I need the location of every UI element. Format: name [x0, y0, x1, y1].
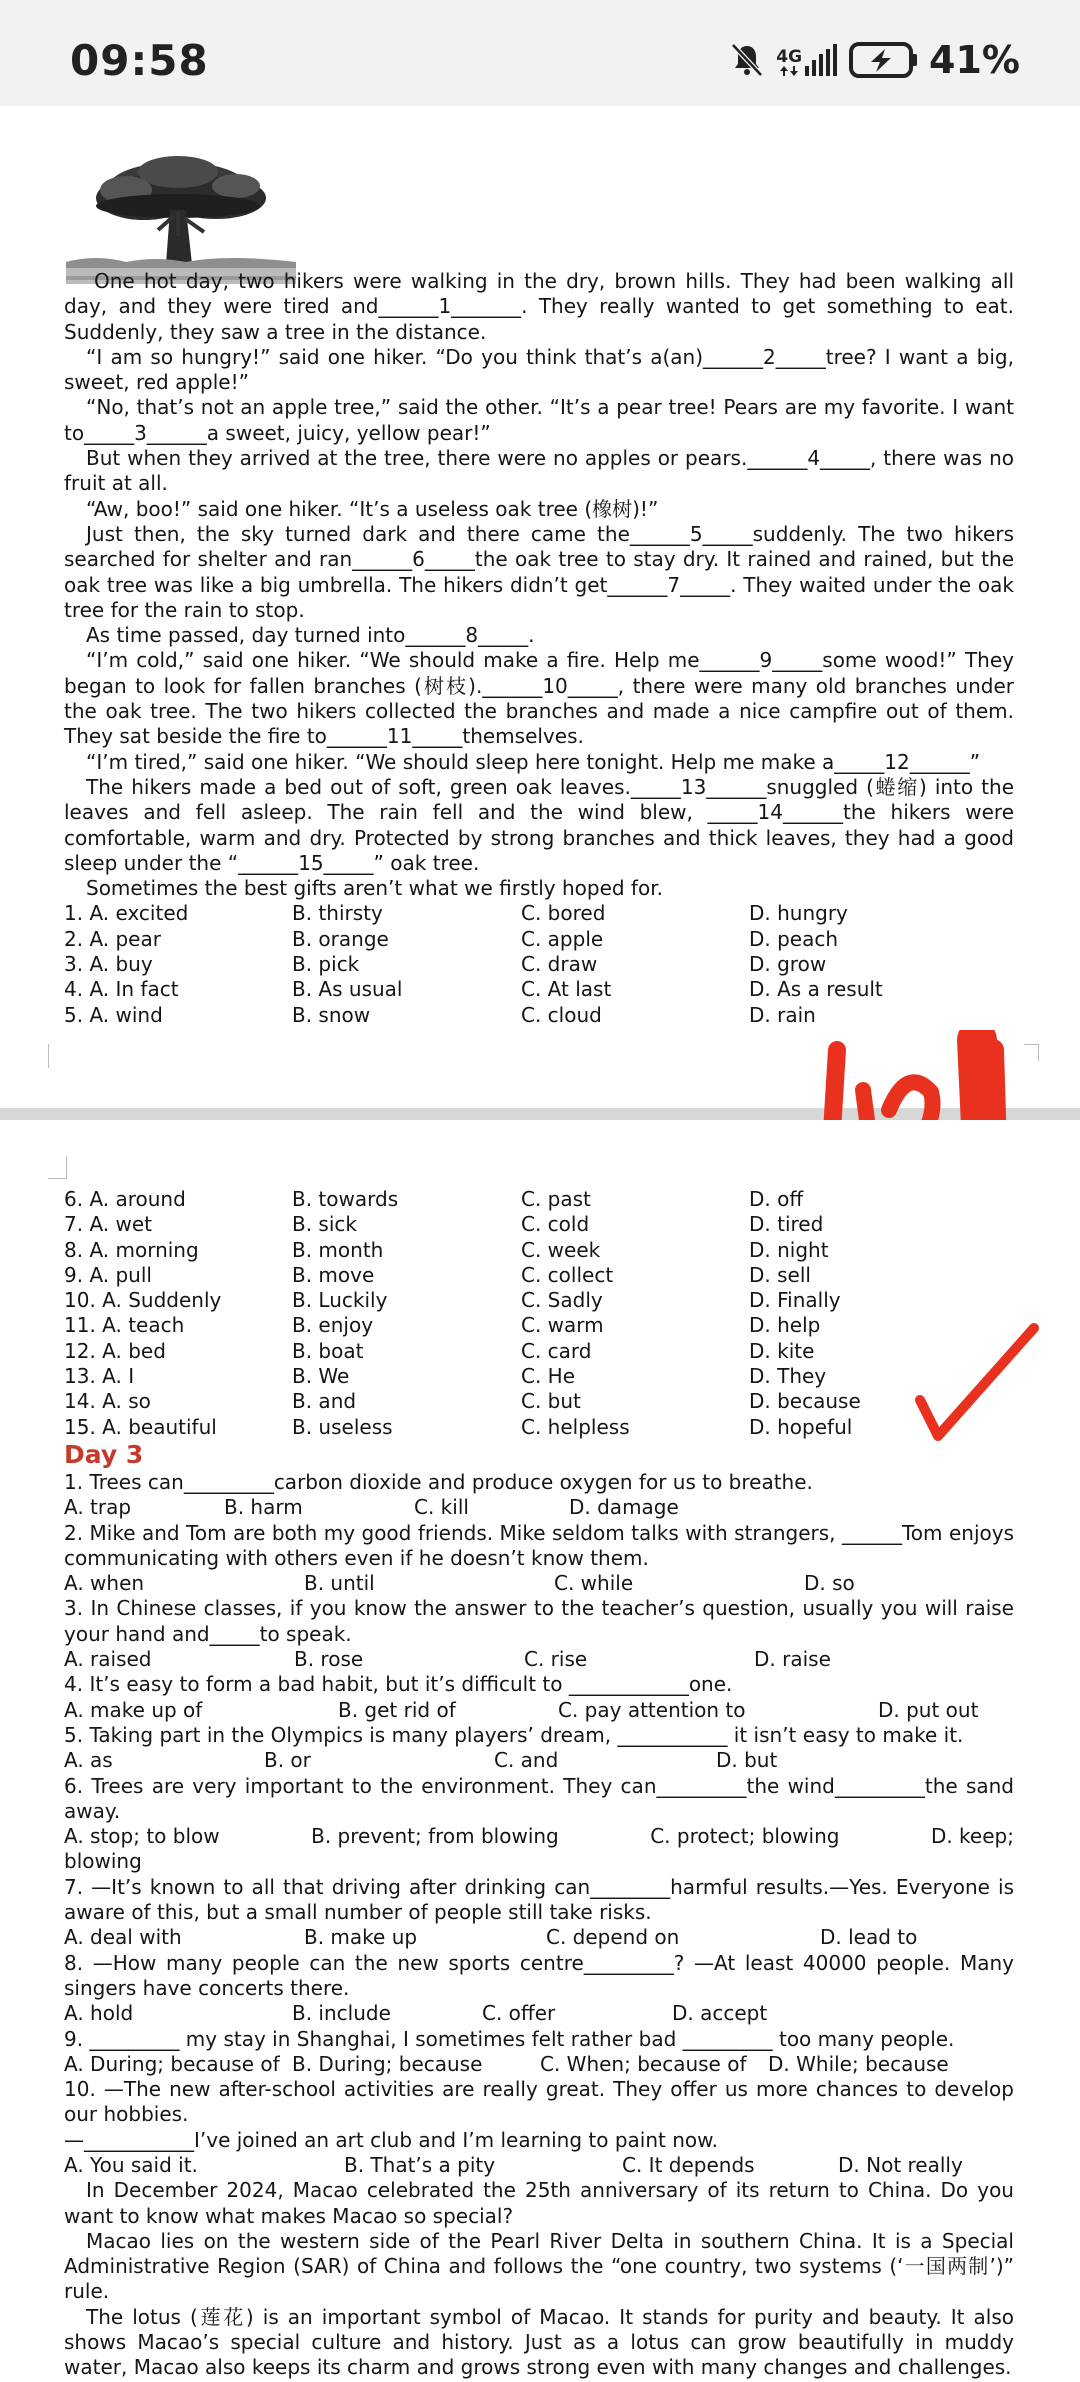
option-row: 15. A. beautiful B. useless C. helpless D. hopeful	[64, 1414, 853, 1439]
signal-bars-icon	[805, 44, 839, 76]
passage-paragraph: One hot day, two hikers were walking in the dry, brown hills. They had been walking all day, and they were tired and______1_______. They really wanted to get something to eat. Suddenly, they saw a tree in the distance.	[64, 269, 1014, 344]
reading-paragraph: In December 2024, Macao celebrated the 25th anniversary of its return to China. Do you want to know what makes Macao so special?	[64, 2178, 1014, 2228]
status-icons	[728, 38, 1020, 82]
document-page-2	[0, 1120, 1080, 2382]
question-text: 4. It’s easy to form a bad habit, but it’s difficult to ____________one.	[64, 1672, 733, 1697]
passage-paragraph: Just then, the sky turned dark and there came the______5_____suddenly. The two hikers searched for shelter and ran______6_____the oak tree to stay dry. It rained and rained, but the oak tree was like a big umbrella. The hikers didn’t get______7_____. They waited under the oak tree for the rain to stop.	[64, 521, 1014, 622]
battery-charging-icon	[849, 41, 919, 79]
status-bar	[0, 0, 1080, 106]
question-text-line2: —___________I’ve joined an art club and I’m learning to paint now.	[64, 2127, 719, 2152]
answer-options: A. raised B. rose C. rise D. raise	[64, 1647, 831, 1672]
question-text: 1. Trees can_________carbon dioxide and produce oxygen for us to breathe.	[64, 1469, 813, 1494]
passage-paragraph: The hikers made a bed out of soft, green oak leaves._____13______snuggled (蜷缩) into the leaves and fell asleep. The rain fell and the wind blew, _____14______the hikers were comfortable, warm and dry. Protected by strong branches and thick leaves, they had a good sleep under the “______15_____” oak tree.	[64, 774, 1014, 875]
option-row: 3. A. buy B. pick C. draw D. grow	[64, 952, 827, 977]
question-text: 7. —It’s known to all that driving after drinking can________harmful results.—Yes. Everyone is aware of this, but a small number of people still take risks.	[64, 1874, 1014, 1925]
passage-paragraph: “I am so hungry!” said one hiker. “Do you think that’s a(an)______2_____tree? I want a big, sweet, red apple!”	[64, 344, 1014, 395]
option-row: 1. A. excited B. thirsty C. bored D. hungry	[64, 901, 848, 926]
answer-options: A. make up of B. get rid of C. pay attention to D. put out	[64, 1697, 979, 1722]
option-row: 14. A. so B. and C. but D. because	[64, 1389, 861, 1414]
signal-indicator	[776, 44, 839, 76]
options-list-2	[64, 1187, 1014, 1440]
option-row: 13. A. I B. We C. He D. They	[64, 1364, 827, 1389]
reading-paragraph: The lotus (莲花) is an important symbol of Macao. It stands for purity and beauty. It also shows Macao’s special culture and history. Just as a lotus can grow beautifully in muddy water, Macao also keeps its charm and grows strong even with many changes and challenges.	[64, 2304, 1014, 2380]
cloze-passage	[64, 269, 1014, 1028]
reading-paragraph: Macao lies on the western side of the Pearl River Delta in southern China. It is a Special Administrative Region (SAR) of China and follows the “one country, two systems (‘一国两制’)” rule.	[64, 2228, 1014, 2304]
option-row: 8. A. morning B. month C. week D. night	[64, 1237, 829, 1262]
answer-options: A. when B. until C. while D. so	[64, 1571, 855, 1596]
clock: 09:58	[70, 36, 209, 85]
answer-options: A. as B. or C. and D. but	[64, 1748, 778, 1773]
question-text: 9. _________ my stay in Shanghai, I sometimes felt rather bad _________ too many people.	[64, 2026, 955, 2051]
data-arrows-icon	[779, 66, 799, 76]
option-row: 10. A. Suddenly B. Luckily C. Sadly D. Finally	[64, 1288, 841, 1313]
question-text: 8. —How many people can the new sports centre_________? —At least 40000 people. Many singers have concerts there.	[64, 1950, 1014, 2000]
option-row: 12. A. bed B. boat C. card D. kite	[64, 1338, 815, 1363]
options-and-day3	[64, 1187, 1014, 2381]
document-page-1	[0, 106, 1080, 1110]
answer-options: A. stop; to blow B. prevent; from blowing C. protect; blowing D. keep;	[64, 1824, 1014, 1849]
question-option-wrap: blowing	[64, 1849, 142, 1874]
option-row: 11. A. teach B. enjoy C. warm D. help	[64, 1313, 821, 1338]
option-row: 5. A. wind B. snow C. cloud D. rain	[64, 1002, 816, 1027]
section-title: Day 3	[64, 1439, 144, 1469]
red-checkmark	[912, 1320, 1042, 1444]
answer-options: A. During; because of B. During; because C. When; because of D. While; because	[64, 2051, 949, 2076]
passage-paragraph: “I’m tired,” said one hiker. “We should sleep here tonight. Help me make a_____12______”	[86, 749, 981, 774]
page-corner-mark	[48, 1044, 65, 1068]
passage-paragraph: “No, that’s not an apple tree,” said the other. “It’s a pear tree! Pears are my favorite. I want to_____3______a sweet, juicy, yellow pear!”	[64, 395, 1014, 445]
option-row: 2. A. pear B. orange C. apple D. peach	[64, 926, 839, 951]
question-text: 5. Taking part in the Olympics is many players’ dream, ___________ it isn’t easy to make it.	[64, 1722, 964, 1747]
answer-options: A. deal with B. make up C. depend on D. lead to	[64, 1925, 918, 1950]
question-text: 2. Mike and Tom are both my good friends. Mike seldom talks with strangers, ______Tom enjoys communicating with others even if he doesn’t know them.	[64, 1520, 1014, 1570]
page-corner-mark	[48, 1156, 67, 1179]
answer-options: A. hold B. include C. offer D. accept	[64, 2001, 768, 2026]
question-text: 3. In Chinese classes, if you know the answer to the teacher’s question, usually you will raise your hand and_____to speak.	[64, 1596, 1014, 1646]
passage-paragraph: “I’m cold,” said one hiker. “We should make a fire. Help me______9_____some wood!” They began to look for fallen branches (树枝).______10_____, there were many old branches under the oak tree. The two hikers collected the branches and made a nice campfire out of them. They sat beside the fire to______11_____themselves.	[64, 648, 1014, 749]
question-text: 6. Trees are very important to the environment. They can_________the wind_________the sand away.	[64, 1773, 1014, 1823]
passage-paragraph: “Aw, boo!” said one hiker. “It’s a useless oak tree (橡树)!”	[86, 496, 659, 521]
passage-paragraph: Sometimes the best gifts aren’t what we firstly hoped for.	[86, 876, 663, 901]
option-row: 7. A. wet B. sick C. cold D. tired	[64, 1212, 824, 1237]
handwriting-text	[815, 1030, 817, 1031]
option-row: 6. A. around B. towards C. past D. off	[64, 1187, 804, 1211]
battery-percent: 41%	[929, 38, 1020, 82]
mute-bell-icon	[728, 41, 766, 79]
network-type: 4G	[776, 47, 803, 67]
option-row: 9. A. pull B. move C. collect D. sell	[64, 1262, 811, 1287]
answer-options: A. trap B. harm C. kill D. damage	[64, 1495, 679, 1520]
passage-paragraph: As time passed, day turned into______8_____.	[86, 623, 535, 648]
option-row: 4. A. In fact B. As usual C. At last D. As a result	[64, 977, 883, 1002]
answer-options: A. You said it. B. That’s a pity C. It depends D. Not really	[64, 2152, 963, 2177]
question-text: 10. —The new after-school activities are really great. They offer us more chances to develop our hobbies.	[64, 2077, 1014, 2127]
options-list-1	[64, 901, 1014, 1027]
passage-paragraph: But when they arrived at the tree, there were no apples or pears.______4_____, there was no fruit at all.	[64, 446, 1014, 496]
